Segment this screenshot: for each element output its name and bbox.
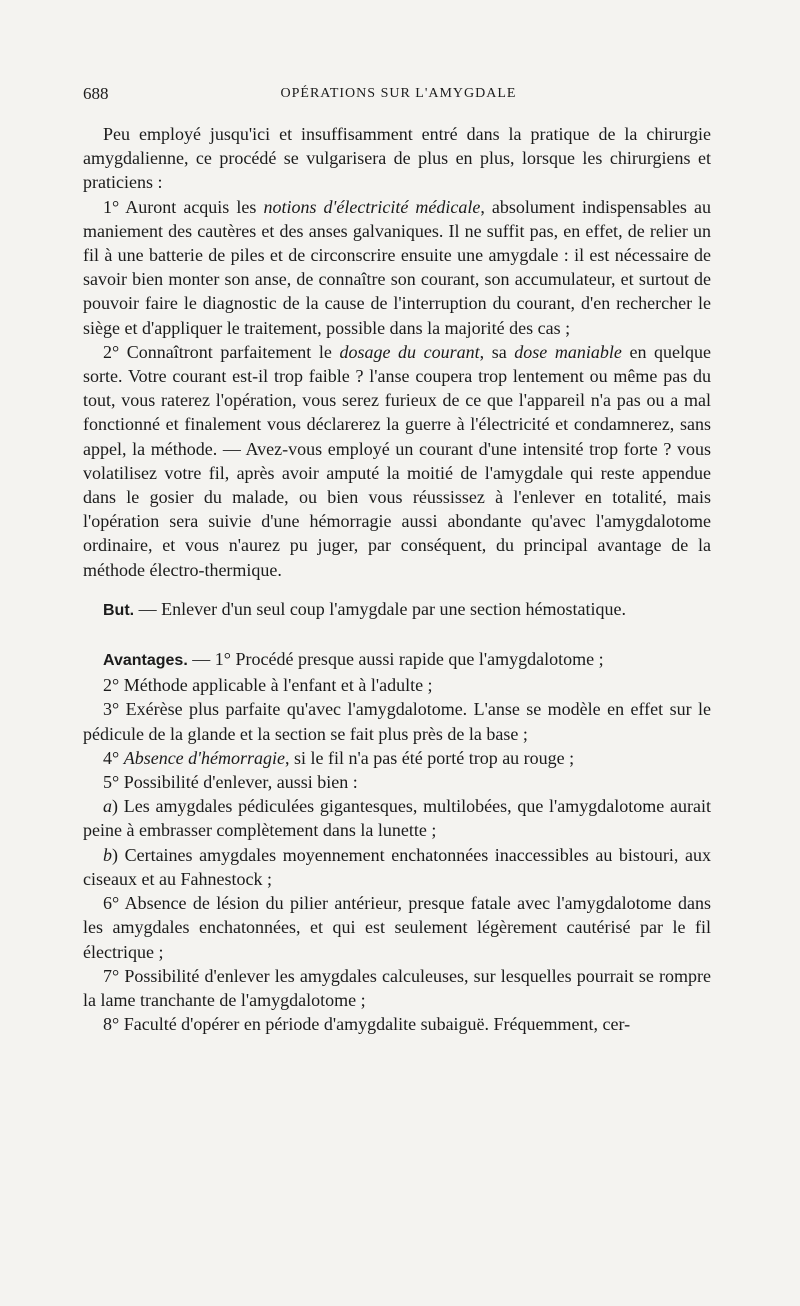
body-text [83,122,711,1036]
paragraph-avantages [83,647,711,673]
advantage-4 [83,746,711,770]
text-run: ) Certaines amygdales moyennement enchatonnées inaccessibles au bistouri, aux ciseaux et au Fahnestock ; [83,844,711,889]
italic-run: dosage du courant [339,341,480,362]
paragraph-intro: Peu employé jusqu'ici et insuffisamment entré dans la pratique de la chirurgie amygdalienne, ce procédé se vulgarisera de plus en plus, lorsque les chirurgiens et praticiens : [83,124,711,193]
italic-run: Absence d'hémorragie [123,747,286,768]
italic-run: b [103,844,112,865]
text-run: 4° [103,747,124,768]
text-run: 1° Auront acquis les [103,196,264,217]
text-run: , absolument indispensables au maniement des cautères et des anses galvaniques. Il ne suffit pas, en effet, de relier un fil à une batterie de piles et de circonscrire ensuite une amygdale : il est nécessaire de savoir bien monter son anse, de connaître son courant, son accumulateur, et surtout de pouvoir faire le diagnostic de la cause de l'interruption du courant, d'en rechercher le siège et d'appliquer le traitement, possible dans la majorité des cas ; [83,196,711,338]
text-run: ) Les amygdales pédiculées gigantesques, multilobées, que l'amygdalotome aurait peine à embrasser complètement dans la lunette ; [83,796,711,841]
text-run: — Enlever d'un seul coup l'amygdale par une section hémostatique. [134,598,626,619]
page-number: 688 [83,84,109,103]
paragraph-but [83,597,711,623]
italic-run: dose maniable [514,341,622,362]
italic-run: a [103,796,112,817]
text-run: — 1° Procédé presque aussi rapide que l'amygdalotome ; [187,649,604,670]
advantage-5a [83,794,711,842]
advantage-6: 6° Absence de lésion du pilier antérieur, presque fatale avec l'amygdalotome dans les amygdales enchatonnées, et qui est seulement légèrement cautérisé par le fil électrique ; [83,893,711,962]
paragraph-point-1 [83,195,711,340]
text-run: , sa [479,341,515,362]
page-header [83,84,714,108]
paragraph-point-2 [83,340,711,582]
advantage-5: 5° Possibilité d'enlever, aussi bien : [103,772,358,793]
advantage-7: 7° Possibilité d'enlever les amygdales calculeuses, sur lesquelles pourrait se rompre la lame tranchante de l'amygdalotome ; [83,965,711,1010]
running-head: OPÉRATIONS SUR L'AMYGDALE [280,86,517,101]
text-run: en quelque sorte. Votre courant est-il trop faible ? l'anse coupera trop lentement ou même pas du tout, vous raterez l'opération, vous serez furieux de ce que l'appareil n'a pas ou a mal fonctionné et finalement vous déclarerez la guerre à l'électricité et condamnerez, sans appel, la méthode. — Avez-vous employé un courant d'une intensité trop forte ? vous volatilisez votre fil, après avoir amputé la moitié de l'amygdale qui reste appendue dans le gosier du malade, ou bien vous réussissez à l'enlever en totalité, mais l'opération sera suivie d'une hémorragie aussi abondante qu'avec l'amygdalotome ordinaire, et vous n'aurez pu juger, par conséquent, du principal avantage de la méthode électro-thermique. [83,341,712,580]
avantages-heading: Avantages. [103,652,188,670]
advantage-3: 3° Exérèse plus parfaite qu'avec l'amygdalotome. L'anse se modèle en effet sur le pédicule de la glande et la section se fait plus près de la base ; [83,699,711,744]
advantage-8: 8° Faculté d'opérer en période d'amygdalite subaiguë. Fréquemment, cer- [103,1014,631,1035]
advantage-5b [83,843,711,891]
text-run: 2° Connaîtront parfaitement le [103,341,340,362]
but-heading: But. [103,601,135,619]
advantage-2: 2° Méthode applicable à l'enfant et à l'adulte ; [103,675,433,696]
text-run: , si le fil n'a pas été porté trop au rouge ; [285,747,575,768]
italic-run: notions d'électricité médicale [263,196,481,217]
